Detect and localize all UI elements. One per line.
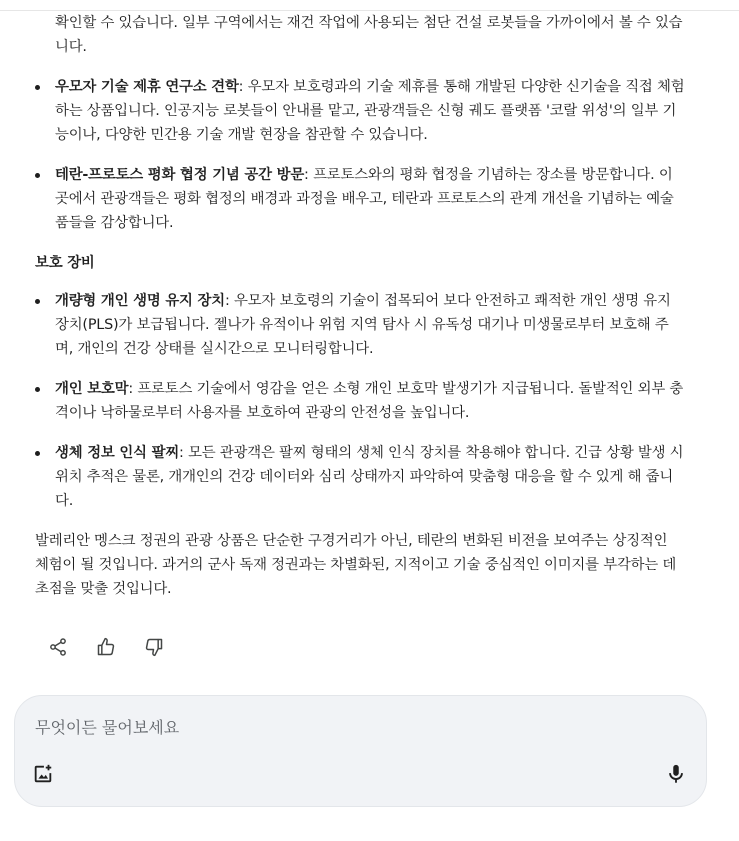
share-button[interactable] [41,631,75,663]
list-item [35,75,685,147]
equipment-list [35,289,685,513]
prompt-input[interactable] [35,714,635,740]
thumbs-up-button[interactable] [89,631,123,663]
share-icon [48,637,68,657]
list-item-title: 우모자 기술 제휴 연구소 견학 [55,79,239,95]
section-heading: 보호 장비 [35,255,95,271]
list-item-title: 개인 보호막 [55,381,129,397]
list-item [35,163,685,235]
conclusion-paragraph: 발레리안 멩스크 정권의 관광 상품은 단순한 구경거리가 아닌, 테란의 변화된 비전을 보여주는 상징적인 체험이 될 것입니다. 과거의 군사 독재 정권과는 차별화된, 지적이고 기술 중심적인 이미지를 부각하는 데 초점을 맞출 것입니다. [35,533,677,597]
thumbs-down-icon [144,637,164,657]
response-content [35,11,685,601]
response-actions [41,631,171,663]
add-image-button[interactable] [31,762,55,786]
list-item-text: : 프로토스 기술에서 영감을 얻은 소형 개인 보호막 발생기가 지급됩니다. 돌발적인 외부 충격이나 낙하물로부터 사용자를 보호하여 관광의 안전성을 높입니다. [55,381,684,421]
microphone-icon [665,763,687,785]
top-divider [0,0,739,11]
list-item [35,289,685,361]
list-item [35,441,685,513]
thumbs-up-icon [96,637,116,657]
list-item-text: : 프로토스와의 평화 협정을 기념하는 장소를 방문합니다. 이 곳에서 관광객들은 평화 협정의 배경과 과정을 배우고, 테란과 프로토스의 관계 개선을 기념하는 예술품들을 감상합니다. [55,167,674,231]
list-item-text: : 모든 관광객은 팔찌 형태의 생체 인식 장치를 착용해야 합니다. 긴급 상황 발생 시 위치 추적은 물론, 개개인의 건강 데이터와 심리 상태까지 파악하여 맞춤형 대응을 할 수 있게 해 줍니다. [55,445,684,509]
list-item-text: 확인할 수 있습니다. 일부 구역에서는 재건 작업에 사용되는 첨단 건설 로봇들을 가까이에서 볼 수 있습니다. [55,15,683,55]
list-item-title: 테란-프로토스 평화 협정 기념 공간 방문 [55,167,305,183]
list-item-title: 생체 정보 인식 팔찌 [55,445,180,461]
add-image-icon [32,763,54,785]
list-item-text: : 우모자 보호령과의 기술 제휴를 통해 개발된 다양한 신기술을 직접 체험하는 상품입니다. 인공지능 로봇들이 안내를 맡고, 관광객들은 신형 궤도 플랫폼 '코랄 위성'의 일부 기능이나, 다양한 민간용 기술 개발 현장을 참관할 수 있습니다. [55,79,685,143]
prompt-box [14,695,707,807]
list-item [35,11,685,59]
list-item-title: 개량형 개인 생명 유지 장치 [55,293,225,309]
thumbs-down-button[interactable] [137,631,171,663]
tour-list [35,11,685,235]
list-item-text: : 우모자 보호령의 기술이 접목되어 보다 안전하고 쾌적한 개인 생명 유지 장치(PLS)가 보급됩니다. 젤나가 유적이나 위험 지역 탐사 시 유독성 대기나 미생물로부터 보호해 주며, 개인의 건강 상태를 실시간으로 모니터링합니다. [55,293,671,357]
list-item [35,377,685,425]
microphone-button[interactable] [664,762,688,786]
